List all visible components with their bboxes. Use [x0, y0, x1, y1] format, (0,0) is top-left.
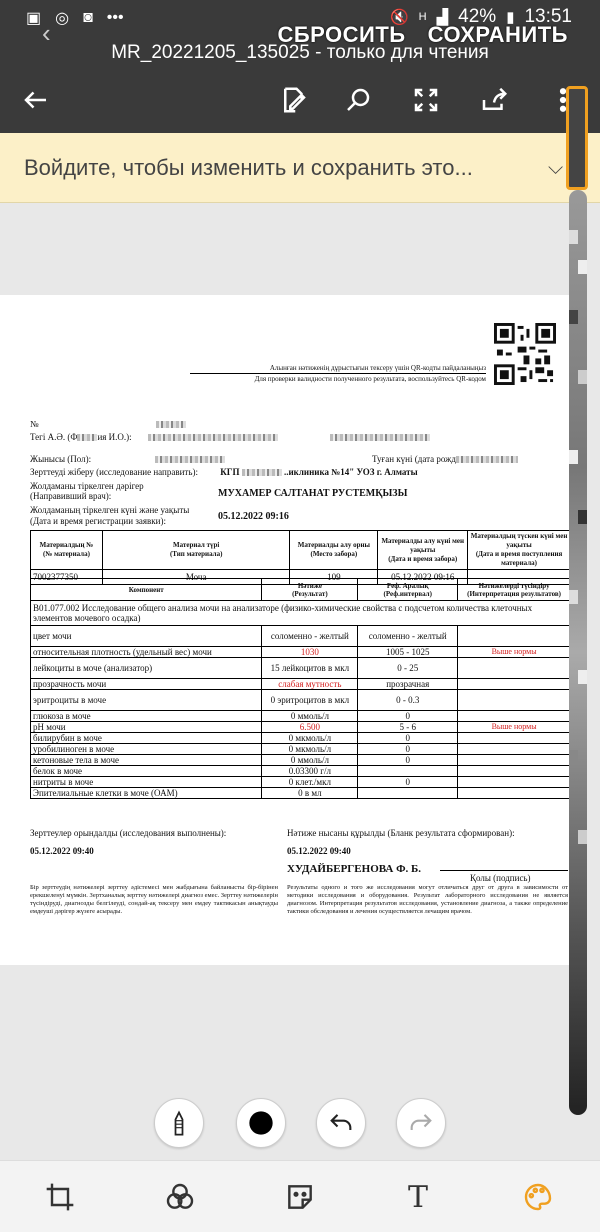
- result-header-interpretation: Нәтижелерді түсіндіру (Интерпретация результатов): [458, 579, 571, 601]
- interpretation-cell: [458, 679, 571, 690]
- pen-tip-button[interactable]: [154, 1098, 204, 1148]
- birth-date-label: Туған күні (дата рожд: [372, 454, 456, 464]
- interpretation-cell: [458, 777, 571, 788]
- interpretation-cell: [458, 733, 571, 744]
- pen-palette-icon[interactable]: [520, 1179, 556, 1215]
- reference-cell: 0: [358, 744, 458, 755]
- status-left-icons: [26, 8, 124, 28]
- result-cell: 0 ммоль/л: [262, 711, 358, 722]
- table-row: [31, 744, 571, 755]
- result-cell: соломенно - желтый: [262, 626, 358, 647]
- doctor-value: МУХАМЕР САЛТАНАТ РУСТЕМҚЫЗЫ: [218, 488, 408, 499]
- component-cell: лейкоциты в моче (анализатор): [31, 658, 262, 679]
- search-icon[interactable]: [340, 82, 376, 118]
- material-header-number: Материалдың № (№ материала): [31, 531, 103, 570]
- sender-value-b: ..иклиника №14" УОЗ г. Алматы: [283, 467, 418, 477]
- interpretation-cell: [458, 766, 571, 777]
- material-collected: 05.12.2022 09:16: [378, 570, 468, 585]
- sync-notification-icon: ◎: [55, 10, 70, 27]
- share-icon[interactable]: [476, 82, 512, 118]
- table-row: [31, 733, 571, 744]
- sender-label: Зерттеуді жіберу (исследование направить):: [30, 467, 198, 477]
- network-type: H: [418, 11, 427, 23]
- redacted-patient-id: [330, 434, 430, 441]
- sex-label: Жынысы (Пол):: [30, 454, 92, 464]
- result-cell: 0 мкмоль/л: [262, 733, 358, 744]
- patient-name-label: Тегі А.Ә. (Ф: [30, 432, 78, 442]
- reference-cell: 0: [358, 755, 458, 766]
- birth-date-row: [372, 454, 518, 464]
- component-cell: эритроциты в моче: [31, 690, 262, 711]
- reference-cell: 0: [358, 711, 458, 722]
- table-row: [31, 711, 571, 722]
- scroll-thumb[interactable]: [566, 86, 588, 190]
- black-color-icon: [247, 1109, 275, 1137]
- text-tool-icon[interactable]: T: [407, 1179, 428, 1215]
- battery-percent: 42%: [458, 6, 497, 27]
- test-title: B01.077.002 Исследование общего анализа мочи на анализаторе (физико-химические свойства с подсчетом количества клеточных элементов мочевого осадка): [31, 601, 571, 626]
- reg-value: 05.12.2022 09:16: [218, 511, 289, 522]
- battery-icon: ▮: [506, 9, 515, 26]
- table-row: [31, 777, 571, 788]
- result-cell: слабая мутность: [262, 679, 358, 690]
- component-cell: билирубин в моче: [31, 733, 262, 744]
- pen-tip-icon: [165, 1109, 193, 1137]
- fullscreen-icon[interactable]: [408, 82, 444, 118]
- shapes-icon[interactable]: [162, 1179, 198, 1215]
- interpretation-cell: [458, 788, 571, 799]
- reference-cell: [358, 788, 458, 799]
- pen-toolbar: [0, 1090, 600, 1160]
- redacted-birth-date: [456, 456, 518, 463]
- redacted-patient-name: [148, 434, 278, 441]
- document-page: [0, 295, 570, 965]
- table-row: [31, 658, 571, 679]
- toolbar: [0, 82, 600, 122]
- reference-cell: 0: [358, 777, 458, 788]
- formed-label: Нәтиже нысаны құрылды (Бланк результата сформирован):: [287, 828, 515, 838]
- result-cell: 0 клет./мкл: [262, 777, 358, 788]
- redo-button[interactable]: [396, 1098, 446, 1148]
- component-cell: pH мочи: [31, 722, 262, 733]
- crop-icon[interactable]: [42, 1179, 78, 1215]
- result-cell: 15 лейкоцитов в мкл: [262, 658, 358, 679]
- overlay-back-chevron-icon[interactable]: ‹: [42, 18, 51, 48]
- formed-value: 05.12.2022 09:40: [287, 846, 351, 856]
- sender-row: [30, 467, 418, 477]
- done-label: Зерттеулер орындалды (исследования выполнены):: [30, 828, 227, 838]
- qr-note-ru: Для проверки валидности полученного результата, воспользуйтесь QR-кодом: [254, 375, 486, 383]
- interpretation-cell: [458, 658, 571, 679]
- page-scrollbar[interactable]: [569, 190, 587, 1115]
- table-row: [31, 626, 571, 647]
- redacted-number: [156, 421, 186, 428]
- redo-icon: [407, 1109, 435, 1137]
- clock: 13:51: [524, 6, 572, 27]
- qr-code-icon: [494, 323, 556, 385]
- pen-color-button[interactable]: [236, 1098, 286, 1148]
- material-header-received: Материалдың түскен күні мен уақыты (Дата и время поступления материала): [468, 531, 571, 570]
- disclaimer-ru: Результаты одного и того же исследования могут отличаться друг от друга в зависимости от методики исследования и оборудования. Результат лабораторного исследования не является диагнозом. Интерпретация результатов исследования, установление диагноза, а также определение тактики обследования и лечения осуществляется лечащим врачом.: [287, 884, 568, 915]
- qr-note-kz: Алынған нәтиженің дұрыстығын тексеру үшін QR-кодты пайдаланыңыз: [190, 364, 486, 374]
- component-cell: нитриты в моче: [31, 777, 262, 788]
- top-app-bar: [0, 0, 600, 133]
- reference-cell: [358, 766, 458, 777]
- component-cell: Эпителиальные клетки в моче (ОАМ): [31, 788, 262, 799]
- interpretation-cell: Выше нормы: [458, 722, 571, 733]
- edit-document-icon[interactable]: [276, 82, 312, 118]
- material-header-collected: Материалды алу күні мен уақыты (Дата и время забора): [378, 531, 468, 570]
- table-row: [31, 788, 571, 799]
- number-label: №: [30, 419, 186, 429]
- interpretation-cell: [458, 711, 571, 722]
- table-row: [31, 690, 571, 711]
- component-cell: глюкоза в моче: [31, 711, 262, 722]
- sender-value-a: КГП: [220, 467, 240, 477]
- signature-line: [440, 870, 568, 871]
- result-cell: 0 мкмоль/л: [262, 744, 358, 755]
- interpretation-cell: [458, 755, 571, 766]
- result-cell: 0 в мл: [262, 788, 358, 799]
- signer-name: ХУДАЙБЕРГЕНОВА Ф. Б.: [287, 863, 422, 875]
- result-cell: 6.500: [262, 722, 358, 733]
- document-title: MR_20221205_135025 - только для чтения: [111, 42, 489, 63]
- table-row: [31, 766, 571, 777]
- component-cell: уробилиноген в моче: [31, 744, 262, 755]
- result-rows: [31, 626, 571, 799]
- reset-button[interactable]: СБРОСИТЬ: [277, 22, 406, 47]
- undo-icon: [327, 1109, 355, 1137]
- reference-cell: 5 - 6: [358, 722, 458, 733]
- more-notifications-icon: •••: [106, 9, 124, 26]
- interpretation-cell: [458, 744, 571, 755]
- sticker-icon[interactable]: [282, 1179, 318, 1215]
- reference-cell: 0 - 0.3: [358, 690, 458, 711]
- reference-cell: прозрачная: [358, 679, 458, 690]
- results-table: [30, 578, 571, 799]
- table-row: [31, 722, 571, 733]
- interpretation-cell: Выше нормы: [458, 647, 571, 658]
- sign-in-banner-text: Войдите, чтобы изменить и сохранить это...: [24, 155, 473, 180]
- signal-icon: ▟: [436, 9, 449, 26]
- result-cell: 0.03300 г/л: [262, 766, 358, 777]
- result-header-reference: Реф. Аралық (Реф.интервал): [358, 579, 458, 601]
- bottom-toolbar: [0, 1160, 600, 1232]
- table-row: [31, 679, 571, 690]
- disclaimer-kz: Бір зерттеудің нәтижелері зерттеу әдістемесі мен жабдығына байланысты бір-бірінен ерекшеленуі мүмкін. Зертханалық зерттеу нәтижелері диагноз емес. Зерттеу нәтижелерін түсіндіруді, диагнозды белгілеуді, сондай-ақ тексеру мен емдеу тактикасын анықтауды емдеуші дәрігер жүзеге асырады.: [30, 884, 278, 915]
- component-cell: кетоновые тела в моче: [31, 755, 262, 766]
- reference-cell: 0: [358, 733, 458, 744]
- undo-button[interactable]: [316, 1098, 366, 1148]
- doctor-label-kz: Жолдаманы тіркелген дәрігер: [30, 481, 144, 491]
- reference-cell: соломенно - желтый: [358, 626, 458, 647]
- done-value: 05.12.2022 09:40: [30, 846, 94, 856]
- component-cell: цвет мочи: [31, 626, 262, 647]
- material-table: [30, 530, 571, 585]
- result-header-component: Компонент: [31, 579, 262, 601]
- interpretation-cell: [458, 690, 571, 711]
- reg-label-kz: Жолдаманың тіркелген күні және уақыты: [30, 505, 190, 515]
- reference-cell: 0 - 25: [358, 658, 458, 679]
- interpretation-cell: [458, 626, 571, 647]
- signature-caption: Қолы (подпись): [470, 873, 531, 883]
- material-header-type: Материал түрі (Тип материала): [102, 531, 290, 570]
- result-cell: 0 эритроцитов в мкл: [262, 690, 358, 711]
- reg-label-ru: (Дата и время регистрации заявки):: [30, 516, 166, 526]
- chevron-down-icon[interactable]: ⌵: [548, 157, 564, 179]
- reference-cell: 1005 - 1025: [358, 647, 458, 658]
- result-cell: 0 ммоль/л: [262, 755, 358, 766]
- component-cell: относительная плотность (удельный вес) мочи: [31, 647, 262, 658]
- patient-name-row: [30, 432, 430, 442]
- doctor-label-ru: (Направивший врач):: [30, 491, 112, 501]
- component-cell: белок в моче: [31, 766, 262, 777]
- table-row: [31, 647, 571, 658]
- material-number: 7002377350: [31, 570, 103, 585]
- patient-name-label-end: ия И.О.):: [97, 432, 132, 442]
- redacted-sex: [155, 456, 225, 463]
- save-button[interactable]: СОХРАНИТЬ: [427, 22, 568, 47]
- sign-in-banner[interactable]: [0, 133, 600, 203]
- material-place: 109: [290, 570, 378, 585]
- result-header-result: Нәтиже (Результат): [262, 579, 358, 601]
- table-row: [31, 755, 571, 766]
- gallery-notification-icon: ▣: [26, 10, 42, 27]
- instagram-notification-icon: ◙: [83, 9, 93, 26]
- component-cell: прозрачность мочи: [31, 679, 262, 690]
- mute-icon: 🔇: [389, 9, 409, 26]
- material-header-place: Материалды алу орны (Место забора): [290, 531, 378, 570]
- sex-row: [30, 454, 225, 464]
- result-cell: 1030: [262, 647, 358, 658]
- material-type: Моча: [102, 570, 290, 585]
- back-arrow-icon[interactable]: [18, 82, 54, 118]
